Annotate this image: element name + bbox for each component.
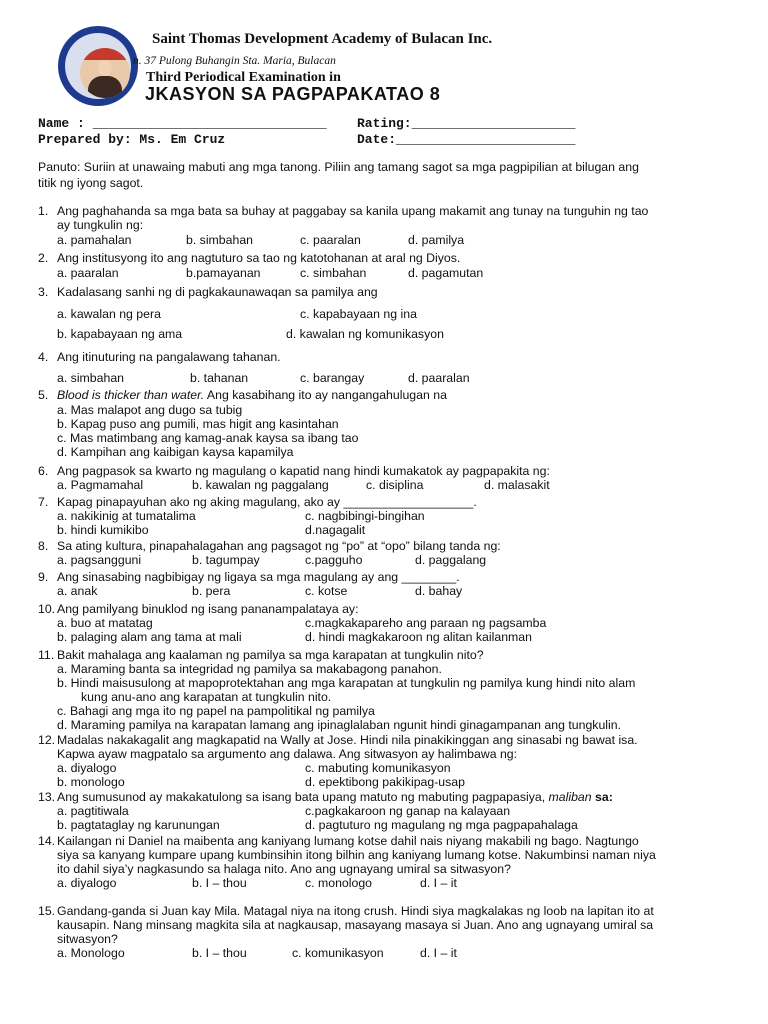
answer-option[interactable]: c. Bahagi ang mga ito ng papel na pampolitikal ng pamilya — [57, 704, 375, 718]
question-number: 9. — [38, 570, 49, 584]
question-number: 6. — [38, 464, 49, 478]
answer-option[interactable]: b. tahanan — [190, 371, 249, 385]
question-text: Sa ating kultura, pinapahalagahan ang pagsagot ng “po” at “opo” bilang tanda ng: — [57, 539, 501, 553]
emphasis-word: maliban — [548, 790, 592, 804]
answer-option[interactable]: a. simbahan — [57, 371, 124, 385]
proverb-text: Blood is thicker than water. — [57, 388, 205, 402]
question-number: 4. — [38, 350, 49, 364]
answer-option[interactable]: c. kapabayaan ng ina — [300, 307, 417, 321]
answer-option[interactable]: b. hindi kumikibo — [57, 523, 149, 537]
school-seal-logo — [58, 26, 138, 106]
date-field-label: Date:_______________________ — [357, 132, 576, 147]
answer-option[interactable]: c. nagbibingi-bingihan — [305, 509, 425, 523]
answer-option[interactable]: d.nagagalit — [305, 523, 366, 537]
question-text: Ang pagpasok sa kwarto ng magulang o kapatid nang hindi kumakatok ay pagpapakita ng: — [57, 464, 550, 478]
answer-option[interactable]: b. Hindi maisusulong at mapoprotektahan ang mga karapatan at tungkulin ng pamilya kung hindi nito alam — [57, 676, 636, 690]
question-text: Gandang-ganda si Juan kay Mila. Matagal niya na itong crush. Hindi siya magkalakas ng loob na lapitan ito at — [57, 904, 654, 918]
answer-option[interactable]: d. malasakit — [484, 478, 550, 492]
answer-option[interactable]: c.pagguho — [305, 553, 363, 567]
question-text: Kadalasang sanhi ng di pagkakaunawaqan sa pamilya ang — [57, 285, 378, 299]
answer-option[interactable]: a. anak — [57, 584, 98, 598]
answer-option[interactable]: b. tagumpay — [192, 553, 260, 567]
answer-option[interactable]: a. Pagmamahal — [57, 478, 144, 492]
school-address: n. 37 Pulong Buhangin Sta. Maria, Bulacan — [133, 55, 336, 67]
question-number: 10. — [38, 602, 56, 616]
answer-option[interactable]: b. kapabayaan ng ama — [57, 327, 183, 341]
answer-option[interactable]: a. nakikinig at tumatalima — [57, 509, 196, 523]
answer-option[interactable]: d. pagamutan — [408, 266, 484, 280]
answer-option[interactable]: b. I – thou — [192, 946, 247, 960]
answer-option[interactable]: c. mabuting komunikasyon — [305, 761, 451, 775]
exam-title: Third Periodical Examination in — [146, 70, 341, 85]
question-text: Ang itinuturing na pangalawang tahanan. — [57, 350, 281, 364]
answer-option[interactable]: c. paaralan — [300, 233, 361, 247]
answer-option[interactable]: c. kotse — [305, 584, 348, 598]
answer-option[interactable]: b. Kapag puso ang pumili, mas higit ang kasintahan — [57, 417, 339, 431]
question-text: Ang institusyong ito ang nagtuturo sa tao ng katotohanan at aral ng Diyos. — [57, 251, 461, 265]
question-text: kausapin. Nang minsang magkita sila at nagkausap, masayang masaya si Juan. Ano ang ugnayang umiral sa — [57, 918, 654, 932]
question-number: 13. — [38, 790, 56, 804]
answer-option[interactable]: a. pamahalan — [57, 233, 132, 247]
subject-title: JKASYON SA PAGPAPAKATAO 8 — [145, 84, 441, 104]
answer-option[interactable]: c. Mas matimbang ang kamag-anak kaysa sa ibang tao — [57, 431, 359, 445]
answer-option[interactable]: d. I – it — [420, 876, 457, 890]
prepared-by-label: Prepared by: Ms. Em Cruz — [38, 132, 226, 147]
answer-option[interactable]: d. Maraming pamilya na karapatan lamang ang ipinaglalaban ngunit hindi ginagampanan ang tungkulin. — [57, 718, 621, 732]
question-text: Kailangan ni Daniel na maibenta ang kaniyang lumang kotse dahil nais niyang makabili ng bago. Nagtungo — [57, 834, 639, 848]
question-number: 3. — [38, 285, 49, 299]
answer-option[interactable]: a. kawalan ng pera — [57, 307, 161, 321]
answer-option[interactable]: b. pagtataglay ng karunungan — [57, 818, 220, 832]
answer-option[interactable]: c.pagkakaroon ng ganap na kalayaan — [305, 804, 511, 818]
question-text: Ang sinasabing nagbibigay ng ligaya sa mga magulang ay ang ________. — [57, 570, 460, 584]
question-text: ay tungkulin ng: — [57, 218, 144, 232]
answer-option[interactable]: a. diyalogo — [57, 876, 117, 890]
answer-option[interactable]: a. diyalogo — [57, 761, 117, 775]
answer-option[interactable]: a. pagsangguni — [57, 553, 142, 567]
question-text: Bakit mahalaga ang kaalaman ng pamilya sa mga karapatan at tungkulin nito? — [57, 648, 484, 662]
answer-option[interactable]: b. I – thou — [192, 876, 247, 890]
question-text — [57, 790, 613, 804]
answer-option[interactable]: c. komunikasyon — [292, 946, 384, 960]
answer-option[interactable]: b. simbahan — [186, 233, 253, 247]
answer-option[interactable]: a. Maraming banta sa integridad ng pamilya sa makabagong panahon. — [57, 662, 442, 676]
school-name: Saint Thomas Development Academy of Bulacan Inc. — [152, 31, 493, 47]
answer-option-continued: kung anu-ano ang karapatan at tungkulin nito. — [81, 690, 332, 704]
answer-option[interactable]: d. pagtuturo ng magulang ng mga pagpapahalaga — [305, 818, 578, 832]
question-text: Kapwa ayaw magpatalo sa argumento ang dalawa. Ang sitwasyon ay halimbawa ng: — [57, 747, 518, 761]
name-field-label: Name : ______________________________ — [38, 116, 327, 131]
question-number: 5. — [38, 388, 49, 402]
question-number: 1. — [38, 204, 49, 218]
question-number: 12. — [38, 733, 56, 747]
question-text: Kapag pinapayuhan ako ng aking magulang, ako ay ___________________. — [57, 495, 477, 509]
question-text: Ang paghahanda sa mga bata sa buhay at paggabay sa kanila upang makamit ang tunay na tunguhin ng tao — [57, 204, 649, 218]
answer-option[interactable]: d. paaralan — [408, 371, 470, 385]
answer-option[interactable]: c. disiplina — [366, 478, 424, 492]
question-number: 15. — [38, 904, 56, 918]
answer-option[interactable]: a. buo at matatag — [57, 616, 153, 630]
question-text: siya sa kanyang kumpare upang kumbinsihin itong bilhin ang kaniyang lumang kotse. Nakumbinsi naman niya — [57, 848, 656, 862]
answer-option[interactable]: a. Mas malapot ang dugo sa tubig — [57, 403, 243, 417]
answer-option[interactable]: d. Kampihan ang kaibigan kaysa kapamilya — [57, 445, 294, 459]
question-text-main: Ang sumusunod ay makakatulong sa isang bata upang matuto ng mabuting pagpapasiya, — [57, 790, 549, 804]
question-text: ito dahil siya’y nagkasundo sa halaga nito. Ano ang ugnayang umiral sa sitwasyon? — [57, 862, 511, 876]
answer-option[interactable]: c. barangay — [300, 371, 365, 385]
question-number: 2. — [38, 251, 49, 265]
instructions-line-2: titik ng iyong sagot. — [38, 176, 144, 190]
answer-option[interactable]: b. monologo — [57, 775, 125, 789]
answer-option[interactable]: d. bahay — [415, 584, 463, 598]
answer-option[interactable]: a. Monologo — [57, 946, 125, 960]
answer-option[interactable]: d. hindi magkakaroon ng alitan kailanman — [305, 630, 532, 644]
answer-option[interactable]: a. pagtitiwala — [57, 804, 129, 818]
answer-option[interactable]: b. pera — [192, 584, 231, 598]
answer-option[interactable]: d. pamilya — [408, 233, 465, 247]
question-number: 7. — [38, 495, 49, 509]
question-text-rest: Ang kasabihang ito ay nangangahulugan na — [204, 388, 447, 402]
question-text: Ang pamilyang binuklod ng isang pananampalataya ay: — [57, 602, 359, 616]
answer-option[interactable]: b.pamayanan — [186, 266, 261, 280]
question-text: sitwasyon? — [57, 932, 118, 946]
answer-option[interactable]: b. palaging alam ang tama at mali — [57, 630, 242, 644]
question-number: 8. — [38, 539, 49, 553]
answer-option[interactable]: a. paaralan — [57, 266, 119, 280]
answer-option[interactable]: c. simbahan — [300, 266, 367, 280]
answer-option[interactable]: c.magkakapareho ang paraan ng pagsamba — [305, 616, 547, 630]
question-text — [57, 388, 447, 402]
question-text: Madalas nakakagalit ang magkapatid na Wally at Jose. Hindi nila pinakikinggan ang sinasabi ng bawat isa. — [57, 733, 638, 747]
answer-option[interactable]: d. epektibong pakikipag-usap — [305, 775, 465, 789]
answer-option[interactable]: d. I – it — [420, 946, 457, 960]
answer-option[interactable]: d. paggalang — [415, 553, 487, 567]
answer-option[interactable]: c. monologo — [305, 876, 372, 890]
question-number: 14. — [38, 834, 56, 848]
rating-field-label: Rating:_____________________ — [357, 116, 576, 131]
answer-option[interactable]: d. kawalan ng komunikasyon — [286, 327, 444, 341]
instructions-line-1: Panuto: Suriin at unawaing mabuti ang mga tanong. Piliin ang tamang sagot sa mga pagpipilian at bilugan ang — [38, 160, 639, 174]
question-number: 11. — [38, 648, 55, 662]
question-text-tail: sa: — [591, 790, 613, 804]
answer-option[interactable]: b. kawalan ng paggalang — [192, 478, 329, 492]
